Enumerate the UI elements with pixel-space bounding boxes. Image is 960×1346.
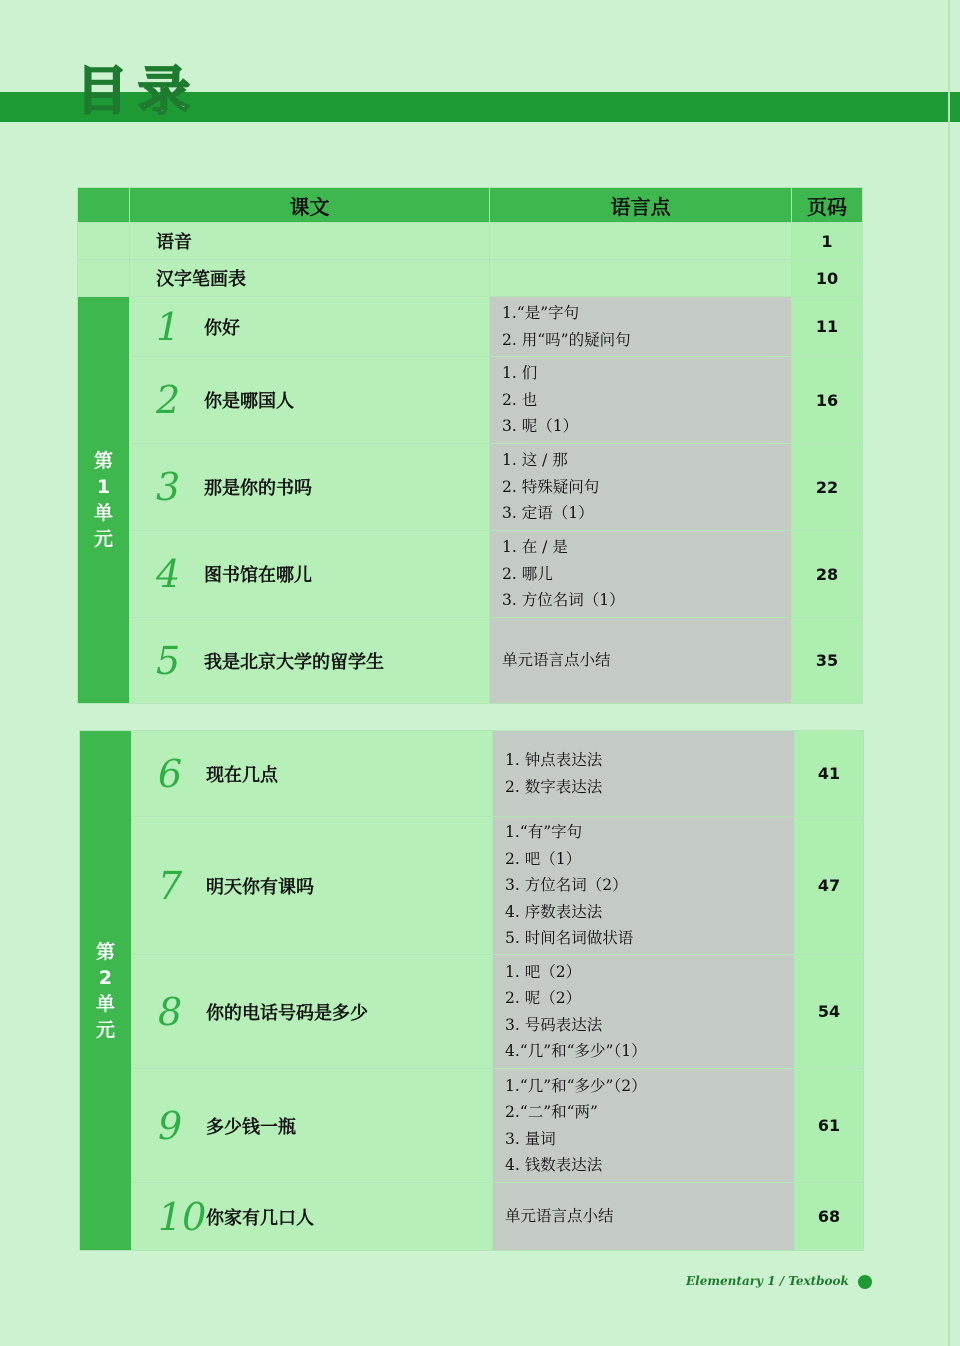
point-item: 3. 方位名词（2）	[505, 876, 628, 895]
unit-label-char: 第	[95, 940, 115, 963]
unit-label-char: 2	[98, 966, 113, 989]
unit-label-char: 单	[95, 992, 115, 1015]
lesson-cell	[132, 864, 492, 908]
lesson-title: 多少钱一瓶	[206, 1116, 296, 1138]
toc-table-unit-2	[79, 730, 864, 1251]
intro-row	[78, 260, 863, 297]
lesson-points	[490, 444, 792, 531]
point-item: 3. 呢（1）	[502, 417, 579, 436]
unit-label-char: 单	[93, 502, 113, 524]
lesson-number: 4	[156, 552, 181, 596]
intro-blank	[78, 260, 130, 297]
point-item: 3. 定语（1）	[502, 504, 594, 523]
lesson-row	[80, 1069, 864, 1183]
lesson-cell	[130, 465, 489, 509]
lesson-cell	[132, 752, 492, 796]
point-item: 单元语言点小结	[502, 651, 611, 670]
lesson-page: 11	[792, 297, 863, 357]
intro-points-blank	[490, 260, 792, 297]
point-item: 2. 特殊疑问句	[502, 477, 600, 496]
intro-row	[78, 223, 863, 260]
lesson-row	[78, 357, 863, 444]
lesson-cell	[132, 990, 492, 1034]
intro-blank	[78, 223, 130, 260]
lesson-page: 22	[792, 444, 863, 531]
point-item: 2. 哪儿	[502, 564, 553, 583]
unit-label	[80, 731, 132, 1251]
lesson-cell	[130, 639, 489, 683]
lesson-number: 10	[158, 1194, 207, 1239]
point-item: 2. 数字表达法	[505, 777, 603, 796]
lesson-title: 我是北京大学的留学生	[204, 651, 384, 673]
lesson-title: 图书馆在哪儿	[204, 565, 312, 586]
lesson-row	[80, 817, 864, 955]
lesson-number: 6	[158, 751, 183, 796]
point-item: 1. 吧（2）	[505, 962, 582, 981]
unit-label-char: 元	[95, 1018, 115, 1041]
point-item: 3. 量词	[505, 1129, 556, 1148]
point-item: 2. 吧（1）	[505, 849, 582, 868]
point-item: 1. 钟点表达法	[505, 751, 603, 769]
unit-label-char: 第	[93, 450, 113, 472]
point-item: 4.“几”和“多少”（1）	[505, 1042, 647, 1060]
point-item: 2.“二”和“两”	[505, 1103, 598, 1121]
lesson-title: 现在几点	[206, 764, 278, 786]
lesson-number: 9	[158, 1103, 183, 1148]
point-item: 2. 呢（2）	[505, 989, 582, 1007]
point-item: 1. 在 / 是	[502, 538, 568, 557]
header-blank	[78, 188, 130, 223]
lesson-page: 61	[795, 1069, 864, 1183]
footer-text: Elementary 1 / Textbook	[686, 1274, 849, 1288]
lesson-cell	[132, 1195, 492, 1239]
intro-page: 10	[792, 260, 863, 297]
lesson-row	[80, 1183, 864, 1251]
lesson-title: 你家有几口人	[206, 1207, 314, 1229]
lesson-number: 5	[156, 638, 181, 683]
point-item: 单元语言点小结	[505, 1207, 614, 1226]
lesson-row	[78, 531, 863, 618]
lesson-page: 68	[795, 1183, 864, 1251]
lesson-points	[493, 955, 795, 1069]
point-item: 2. 也	[502, 390, 538, 409]
point-item: 4. 序数表达法	[505, 902, 603, 921]
page-edge-line	[948, 0, 950, 1346]
lesson-page: 47	[795, 817, 864, 955]
lesson-points	[493, 731, 795, 817]
point-item: 3. 号码表达法	[505, 1015, 603, 1034]
lesson-points	[490, 297, 792, 357]
lesson-row	[78, 444, 863, 531]
lesson-cell	[132, 1104, 492, 1148]
header-lesson: 课文	[130, 188, 490, 223]
lesson-page: 35	[792, 618, 863, 704]
lesson-cell	[130, 552, 489, 596]
header-points: 语言点	[490, 188, 792, 223]
lesson-page: 16	[792, 357, 863, 444]
point-item: 3. 方位名词（1）	[502, 591, 625, 610]
unit-label-char: 元	[93, 528, 113, 550]
lesson-page: 28	[792, 531, 863, 618]
intro-points-blank	[490, 223, 792, 260]
intro-page: 1	[792, 223, 863, 260]
lesson-row	[80, 731, 864, 817]
toc-table-unit-1	[77, 187, 863, 704]
intro-title: 汉字笔画表	[130, 260, 490, 297]
lesson-points	[490, 531, 792, 618]
point-item: 4. 钱数表达法	[505, 1156, 603, 1174]
point-item: 1. 们	[502, 364, 538, 383]
page-title: 目录	[76, 62, 201, 122]
lesson-title: 你是哪国人	[204, 391, 294, 412]
lesson-title: 那是你的书吗	[204, 478, 312, 499]
lesson-title: 明天你有课吗	[206, 876, 314, 898]
header-page: 页码	[792, 188, 863, 223]
point-item: 1. 这 / 那	[502, 451, 568, 470]
lesson-points	[490, 357, 792, 444]
point-item: 1.“几”和“多少”（2）	[505, 1076, 647, 1095]
lesson-points	[490, 618, 792, 704]
footer-dot	[858, 1275, 872, 1289]
lesson-number: 1	[156, 304, 181, 349]
lesson-number: 3	[156, 465, 181, 509]
lesson-row	[78, 618, 863, 704]
point-item: 2. 用“吗”的疑问句	[502, 330, 631, 349]
lesson-row	[78, 297, 863, 357]
lesson-points	[493, 1069, 795, 1183]
point-item: 1.“是”字句	[502, 304, 580, 322]
lesson-title: 你的电话号码是多少	[206, 1002, 368, 1024]
unit-label	[78, 297, 130, 704]
point-item: 5. 时间名词做状语	[505, 929, 634, 948]
lesson-cell	[130, 378, 489, 422]
lesson-title: 你好	[204, 317, 240, 339]
lesson-number: 7	[158, 863, 183, 908]
lesson-number: 8	[158, 989, 183, 1034]
intro-title: 语音	[130, 223, 490, 260]
point-item: 1.“有”字句	[505, 823, 583, 842]
lesson-cell	[130, 305, 489, 349]
lesson-row	[80, 955, 864, 1069]
lesson-points	[493, 817, 795, 955]
toc-header-row	[78, 188, 863, 223]
lesson-number: 2	[156, 378, 181, 422]
lesson-points	[493, 1183, 795, 1251]
unit-label-char: 1	[96, 476, 111, 498]
lesson-page: 41	[795, 731, 864, 817]
lesson-page: 54	[795, 955, 864, 1069]
